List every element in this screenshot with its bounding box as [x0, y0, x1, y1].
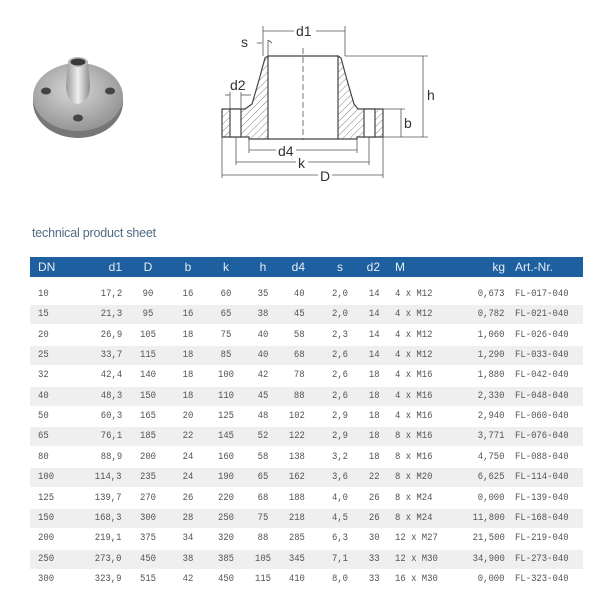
cell-s: 2,9 — [331, 430, 349, 443]
cell-h: 48 — [257, 410, 269, 423]
cell-kg: 0,782 — [478, 308, 505, 321]
cell-k: 110 — [217, 389, 235, 402]
cell-b: 22 — [182, 430, 194, 443]
label-s: s — [241, 34, 248, 50]
cell-d1: 21,3 — [100, 308, 122, 321]
cell-d: 90 — [142, 288, 154, 300]
column-header-dn: DN — [38, 260, 56, 274]
cell-h: 65 — [257, 471, 269, 484]
cell-kg: 11,800 — [472, 511, 505, 524]
table-row — [30, 366, 583, 385]
cell-d: 150 — [139, 389, 157, 402]
cell-artnr: FL-026-040 — [515, 328, 569, 341]
cell-d: 115 — [139, 349, 157, 362]
cell-d1: 26,9 — [100, 328, 122, 341]
cell-s: 2,6 — [331, 389, 349, 402]
column-header-d1: d1 — [108, 260, 122, 274]
cell-d: 450 — [139, 552, 157, 565]
section-title: technical product sheet — [32, 226, 156, 240]
cell-b: 16 — [182, 308, 194, 321]
column-header-s: s — [337, 260, 343, 274]
cell-d1: 273,0 — [95, 552, 122, 565]
label-b: b — [404, 115, 412, 131]
cell-d: 165 — [139, 410, 157, 423]
cell-d2: 26 — [369, 491, 380, 504]
label-d2: d2 — [230, 77, 246, 93]
flange-technical-drawing — [200, 15, 460, 195]
cell-b: 18 — [182, 389, 194, 402]
cell-kg: 1,290 — [478, 349, 505, 362]
cell-s: 2,0 — [331, 288, 349, 300]
cell-s: 8,0 — [331, 572, 349, 585]
cell-d1: 139,7 — [95, 491, 122, 504]
cell-d2: 33 — [369, 552, 380, 565]
cell-d4: 285 — [288, 532, 305, 545]
cell-d1: 60,3 — [100, 410, 122, 423]
cell-d4: 78 — [294, 369, 305, 382]
cell-k: 100 — [217, 369, 235, 382]
cell-m: 4 x M12 — [395, 288, 433, 300]
cell-m: 8 x M24 — [395, 491, 433, 504]
cell-kg: 0,673 — [478, 288, 505, 300]
table-row — [30, 387, 583, 406]
cell-b: 18 — [182, 349, 194, 362]
column-header-k: k — [223, 260, 229, 274]
cell-h: 52 — [257, 430, 269, 443]
cell-d2: 18 — [369, 389, 380, 402]
table-row — [30, 570, 583, 589]
cell-d4: 88 — [294, 389, 305, 402]
cell-s: 4,5 — [331, 511, 349, 524]
cell-dn: 15 — [38, 308, 49, 321]
cell-m: 4 x M16 — [395, 410, 433, 423]
cell-d: 140 — [139, 369, 157, 382]
cell-d: 270 — [139, 491, 157, 504]
cell-d2: 14 — [369, 308, 380, 321]
cell-s: 2,3 — [331, 328, 349, 341]
cell-d1: 42,4 — [100, 369, 122, 382]
cell-dn: 125 — [38, 491, 55, 504]
cell-h: 88 — [257, 532, 269, 545]
cell-k: 385 — [217, 552, 235, 565]
cell-artnr: FL-088-040 — [515, 450, 569, 463]
cell-artnr: FL-033-040 — [515, 349, 569, 362]
cell-m: 8 x M16 — [395, 430, 433, 443]
cell-d2: 18 — [369, 410, 380, 423]
table-row — [30, 346, 583, 365]
cell-kg: 1,880 — [478, 369, 505, 382]
cell-dn: 100 — [38, 471, 55, 484]
cell-h: 40 — [257, 328, 269, 341]
cell-d4: 188 — [288, 491, 305, 504]
cell-d: 95 — [142, 308, 154, 321]
label-k: k — [298, 155, 305, 171]
cell-d4: 218 — [288, 511, 305, 524]
cell-b: 18 — [182, 369, 194, 382]
cell-m: 8 x M16 — [395, 450, 433, 463]
cell-b: 34 — [182, 532, 194, 545]
cell-artnr: FL-076-040 — [515, 430, 569, 443]
cell-d1: 17,2 — [100, 288, 122, 300]
cell-k: 220 — [217, 491, 235, 504]
cell-h: 68 — [257, 491, 269, 504]
table-row — [30, 529, 583, 548]
cell-d4: 58 — [294, 328, 305, 341]
column-header-d4: d4 — [291, 260, 305, 274]
cell-b: 18 — [182, 328, 194, 341]
cell-d: 105 — [139, 328, 157, 341]
cell-h: 115 — [254, 572, 272, 585]
cell-m: 4 x M16 — [395, 389, 433, 402]
cell-kg: 21,500 — [472, 532, 505, 545]
cell-kg: 3,771 — [478, 430, 505, 443]
cell-kg: 0,000 — [478, 491, 505, 504]
cell-h: 35 — [257, 288, 269, 300]
cell-m: 8 x M24 — [395, 511, 433, 524]
table-row — [30, 468, 583, 487]
cell-m: 4 x M16 — [395, 369, 433, 382]
cell-k: 320 — [217, 532, 235, 545]
cell-b: 38 — [182, 552, 194, 565]
cell-kg: 2,330 — [478, 389, 505, 402]
cell-k: 65 — [220, 308, 232, 321]
cell-artnr: FL-021-040 — [515, 308, 569, 321]
cell-artnr: FL-323-040 — [515, 572, 569, 585]
cell-b: 24 — [182, 471, 194, 484]
cell-artnr: FL-114-040 — [515, 471, 569, 484]
column-header-b: b — [184, 260, 192, 274]
cell-kg: 0,000 — [478, 572, 505, 585]
cell-d2: 14 — [369, 328, 380, 341]
label-d4: d4 — [278, 143, 294, 159]
flange-product-photo — [20, 30, 140, 145]
cell-kg: 34,900 — [472, 552, 505, 565]
cell-m: 4 x M12 — [395, 328, 433, 341]
cell-s: 2,6 — [331, 369, 349, 382]
cell-kg: 2,940 — [478, 410, 505, 423]
column-header-artnr: Art.-Nr. — [515, 260, 553, 274]
cell-k: 190 — [217, 471, 235, 484]
table-row — [30, 509, 583, 528]
cell-dn: 25 — [38, 349, 49, 362]
cell-dn: 65 — [38, 430, 49, 443]
cell-b: 42 — [182, 572, 194, 585]
cell-d: 185 — [139, 430, 157, 443]
cell-d4: 138 — [288, 450, 305, 463]
cell-b: 26 — [182, 491, 194, 504]
cell-d2: 14 — [369, 288, 380, 300]
label-D: D — [320, 168, 331, 184]
cell-s: 2,9 — [331, 410, 349, 423]
cell-d2: 22 — [369, 471, 380, 484]
cell-s: 4,0 — [331, 491, 349, 504]
cell-d1: 88,9 — [100, 450, 122, 463]
cell-m: 4 x M12 — [395, 308, 433, 321]
cell-k: 60 — [220, 288, 232, 300]
cell-h: 58 — [257, 450, 269, 463]
cell-d4: 162 — [288, 471, 305, 484]
cell-artnr: FL-219-040 — [515, 532, 569, 545]
cell-dn: 80 — [38, 450, 49, 463]
cell-dn: 32 — [38, 369, 49, 382]
cell-m: 8 x M20 — [395, 471, 433, 484]
cell-dn: 20 — [38, 328, 49, 341]
table-row — [30, 448, 583, 467]
cell-d4: 102 — [288, 410, 305, 423]
cell-h: 75 — [257, 511, 269, 524]
cell-m: 4 x M12 — [395, 349, 433, 362]
cell-h: 40 — [257, 349, 269, 362]
cell-b: 28 — [182, 511, 194, 524]
cell-b: 20 — [182, 410, 194, 423]
cell-artnr: FL-042-040 — [515, 369, 569, 382]
cell-d1: 33,7 — [100, 349, 122, 362]
cell-d1: 76,1 — [100, 430, 122, 443]
column-header-kg: kg — [492, 260, 505, 274]
table-row — [30, 305, 583, 324]
cell-artnr: FL-060-040 — [515, 410, 569, 423]
cell-d1: 219,1 — [95, 532, 122, 545]
column-header-d: D — [143, 260, 153, 274]
cell-m: 12 x M27 — [395, 532, 438, 545]
cell-d4: 345 — [288, 552, 305, 565]
cell-artnr: FL-017-040 — [515, 288, 569, 300]
cell-artnr: FL-168-040 — [515, 511, 569, 524]
cell-h: 45 — [257, 389, 269, 402]
cell-d2: 18 — [369, 369, 380, 382]
cell-dn: 300 — [38, 572, 55, 585]
cell-d1: 168,3 — [95, 511, 122, 524]
cell-artnr: FL-048-040 — [515, 389, 569, 402]
cell-d2: 18 — [369, 450, 380, 463]
cell-dn: 200 — [38, 532, 55, 545]
cell-dn: 150 — [38, 511, 55, 524]
cell-d: 235 — [139, 471, 157, 484]
cell-kg: 6,625 — [478, 471, 505, 484]
table-row — [30, 326, 583, 345]
table-header — [30, 257, 583, 277]
cell-s: 2,6 — [331, 349, 349, 362]
table-row — [30, 427, 583, 446]
cell-dn: 40 — [38, 389, 49, 402]
column-header-h: h — [259, 260, 267, 274]
cell-d4: 122 — [288, 430, 305, 443]
cell-s: 7,1 — [331, 552, 349, 565]
cell-d1: 114,3 — [95, 471, 122, 484]
cell-h: 38 — [257, 308, 269, 321]
table-row — [30, 550, 583, 569]
table-row — [30, 285, 583, 304]
cell-d: 300 — [139, 511, 157, 524]
cell-d2: 33 — [369, 572, 380, 585]
cell-d2: 18 — [369, 430, 380, 443]
cell-artnr: FL-139-040 — [515, 491, 569, 504]
cell-artnr: FL-273-040 — [515, 552, 569, 565]
cell-d1: 48,3 — [100, 389, 122, 402]
cell-d2: 30 — [369, 532, 380, 545]
cell-kg: 4,750 — [478, 450, 505, 463]
cell-s: 3,6 — [331, 471, 349, 484]
cell-d4: 40 — [294, 288, 305, 300]
cell-k: 125 — [217, 410, 235, 423]
cell-d: 375 — [139, 532, 157, 545]
cell-s: 6,3 — [331, 532, 349, 545]
cell-h: 105 — [254, 552, 272, 565]
cell-b: 16 — [182, 288, 194, 300]
cell-m: 16 x M30 — [395, 572, 438, 585]
column-header-m: M — [395, 260, 405, 274]
cell-d1: 323,9 — [95, 572, 122, 585]
cell-d: 515 — [139, 572, 157, 585]
cell-k: 160 — [217, 450, 235, 463]
cell-s: 2,0 — [331, 308, 349, 321]
cell-h: 42 — [257, 369, 269, 382]
cell-d4: 68 — [294, 349, 305, 362]
cell-kg: 1,060 — [478, 328, 505, 341]
column-header-d2: d2 — [366, 260, 380, 274]
cell-d2: 14 — [369, 349, 380, 362]
cell-k: 145 — [217, 430, 235, 443]
cell-k: 450 — [217, 572, 235, 585]
cell-d4: 45 — [294, 308, 305, 321]
cell-d: 200 — [139, 450, 157, 463]
cell-k: 250 — [217, 511, 235, 524]
cell-k: 75 — [220, 328, 232, 341]
cell-dn: 250 — [38, 552, 55, 565]
cell-dn: 10 — [38, 288, 49, 300]
cell-s: 3,2 — [331, 450, 349, 463]
table-row — [30, 489, 583, 508]
cell-m: 12 x M30 — [395, 552, 438, 565]
cell-k: 85 — [220, 349, 232, 362]
cell-d2: 26 — [369, 511, 380, 524]
label-h: h — [427, 87, 435, 103]
table-row — [30, 407, 583, 426]
cell-d4: 410 — [288, 572, 305, 585]
label-d1: d1 — [296, 23, 312, 39]
cell-dn: 50 — [38, 410, 49, 423]
cell-b: 24 — [182, 450, 194, 463]
